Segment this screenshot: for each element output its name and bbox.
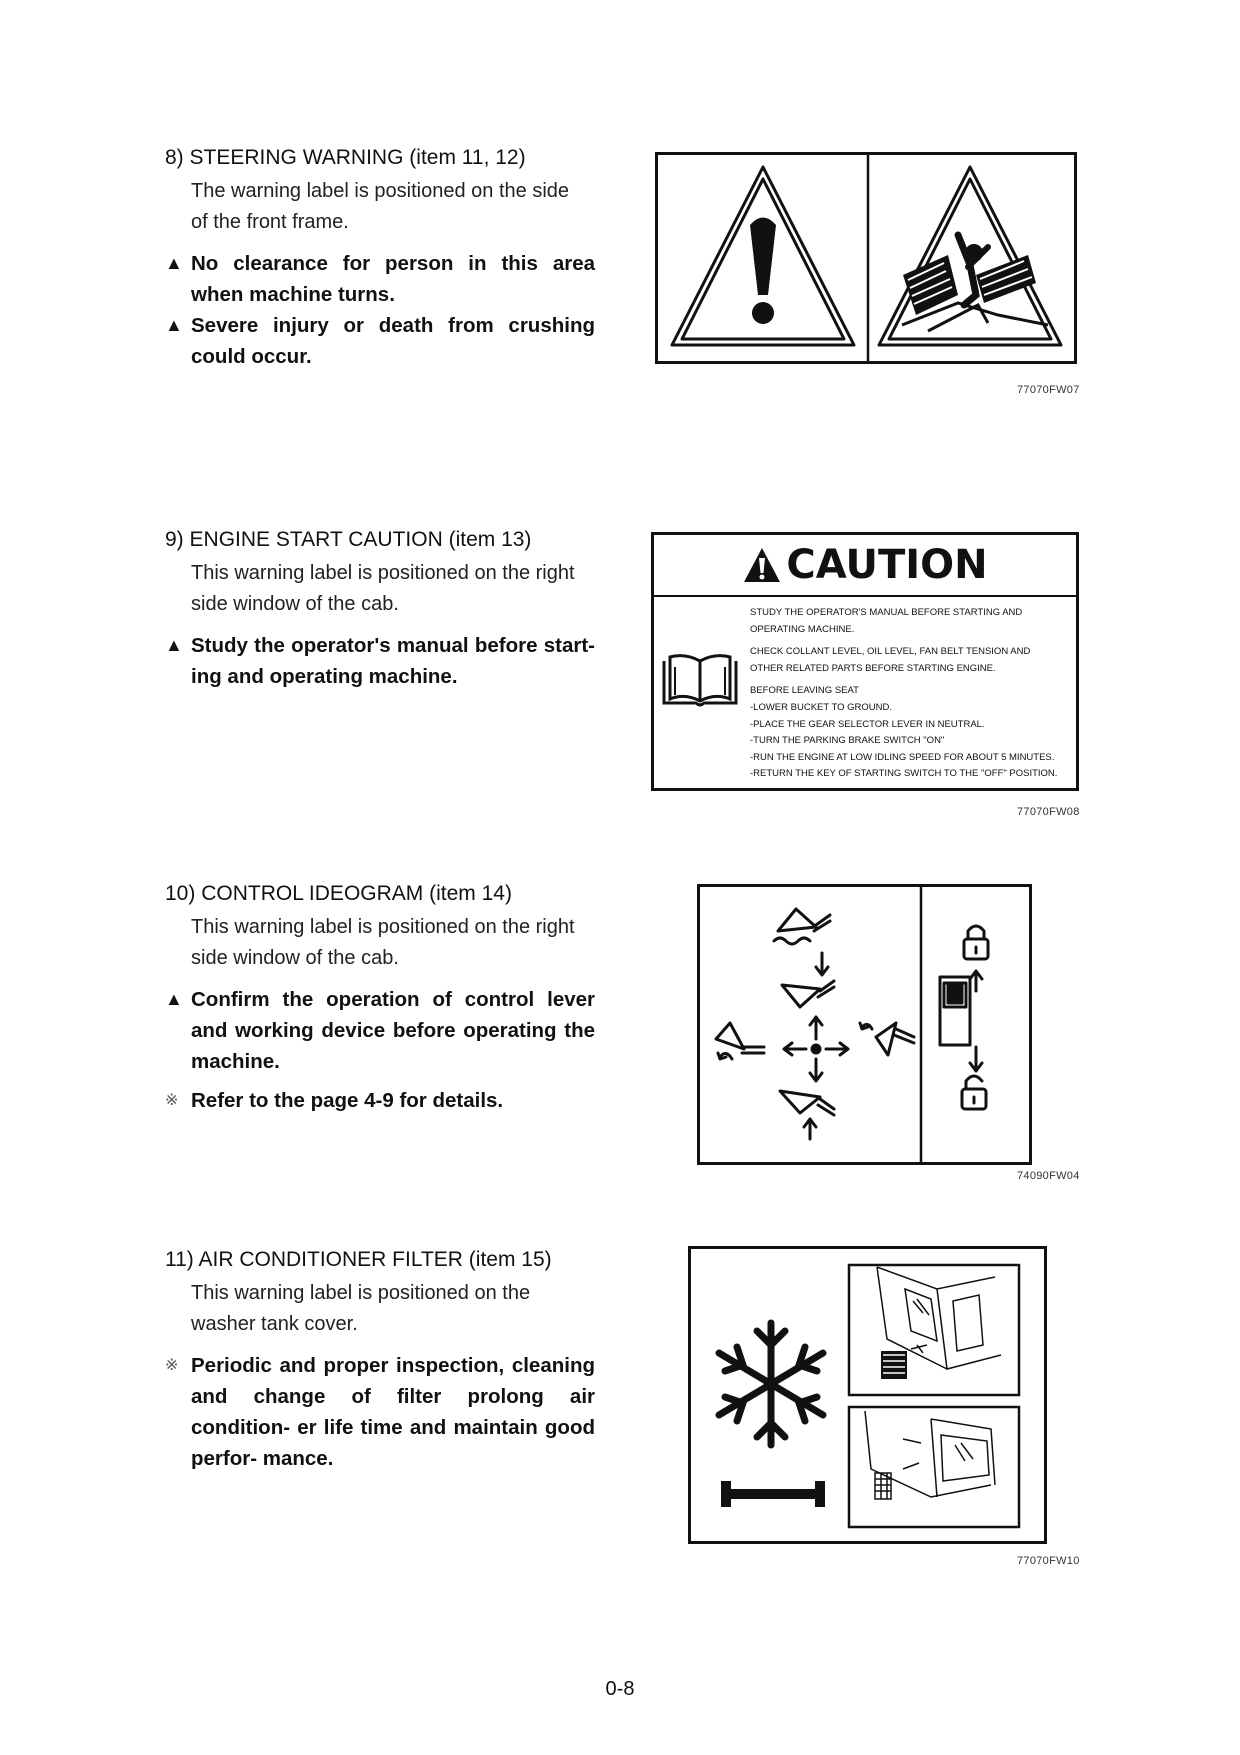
warning-text: Study the operator's manual before start- ing and operating machine. <box>191 634 595 688</box>
steering-warning-label-figure <box>655 152 1077 364</box>
section-number: 9) <box>165 528 184 551</box>
section-steering-warning <box>165 146 595 372</box>
warning-triangle-icon: ▲ <box>165 989 183 1009</box>
warning-triangle-icon: ▲ <box>165 635 183 655</box>
section-description <box>191 558 595 620</box>
warning-item <box>165 984 595 1077</box>
section-title <box>165 528 595 552</box>
manual-book-icon <box>660 653 740 709</box>
description-line: This warning label is positioned on the <box>191 1282 531 1304</box>
figure-code: 77070FW08 <box>1017 806 1080 818</box>
section-item: (item 14) <box>429 882 512 905</box>
reference-mark-icon: ※ <box>165 1357 179 1374</box>
section-name: CONTROL IDEOGRAM <box>201 882 424 905</box>
section-item: (item 15) <box>468 1248 552 1271</box>
caution-triangle-icon <box>742 546 782 584</box>
air-conditioner-filter-pictograms <box>691 1249 1044 1541</box>
section-title <box>165 146 595 170</box>
description-line: This warning label is positioned on the right <box>191 562 575 584</box>
page-number: 0-8 <box>605 1678 635 1700</box>
note-text: Refer to the page 4-9 for details. <box>191 1089 504 1112</box>
figure-code: 77070FW07 <box>1017 384 1080 396</box>
caution-line: -LOWER BUCKET TO GROUND. <box>750 701 892 713</box>
note-item <box>165 1085 595 1116</box>
warning-text: No clearance for person in this area when machine turns. <box>191 252 595 306</box>
section-control-ideogram <box>165 882 595 1116</box>
caution-text-lines <box>750 605 1057 783</box>
description-line: side window of the cab. <box>191 593 399 615</box>
section-name: AIR CONDITIONER FILTER <box>198 1248 463 1271</box>
warning-item <box>165 630 595 692</box>
section-number: 10) <box>165 882 196 905</box>
section-engine-start-caution <box>165 528 595 692</box>
warning-text: Confirm the operation of control lever and working device before operating the machine. <box>191 988 595 1073</box>
caution-line: -TURN THE PARKING BRAKE SWITCH "ON" <box>750 735 945 747</box>
section-item: (item 11, 12) <box>409 146 526 169</box>
description-line: side window of the cab. <box>191 947 399 969</box>
crushing-hazard-triangle-icon <box>879 167 1061 345</box>
figure-code: 74090FW04 <box>1017 1170 1080 1182</box>
section-title <box>165 1248 595 1272</box>
section-description <box>191 176 595 238</box>
caution-line: OPERATING MACHINE. <box>750 623 855 635</box>
description-line: The warning label is positioned on the side <box>191 180 570 202</box>
air-conditioner-filter-label-figure <box>688 1246 1047 1544</box>
caution-line: OTHER RELATED PARTS BEFORE STARTING ENGINE. <box>750 662 996 674</box>
exclamation-triangle-icon <box>672 167 854 345</box>
engine-start-caution-label-figure <box>651 532 1079 791</box>
caution-line: -PLACE THE GEAR SELECTOR LEVER IN NEUTRAL. <box>750 718 985 730</box>
description-line: washer tank cover. <box>191 1313 358 1335</box>
warning-item <box>165 310 595 372</box>
section-number: 11) <box>165 1248 194 1271</box>
section-number: 8) <box>165 146 184 169</box>
caution-line: CHECK COLLANT LEVEL, OIL LEVEL, FAN BELT TENSION AND <box>750 646 1031 658</box>
warning-triangle-icon: ▲ <box>165 253 183 273</box>
reference-mark-icon: ※ <box>165 1092 179 1109</box>
warning-triangle-icon: ▲ <box>165 315 183 335</box>
control-ideogram-label-figure <box>697 884 1032 1165</box>
description-line: of the front frame. <box>191 211 349 233</box>
note-item <box>165 1350 595 1474</box>
description-line: This warning label is positioned on the right <box>191 916 575 938</box>
section-name: STEERING WARNING <box>189 146 404 169</box>
caution-line: -RUN THE ENGINE AT LOW IDLING SPEED FOR ABOUT 5 MINUTES. <box>750 751 1055 763</box>
steering-warning-pictograms <box>658 155 1074 361</box>
figure-code: 77070FW10 <box>1017 1555 1080 1567</box>
control-ideogram-pictograms <box>700 887 1029 1162</box>
section-description <box>191 1278 595 1340</box>
caution-line: STUDY THE OPERATOR'S MANUAL BEFORE STARTING AND <box>750 607 1023 618</box>
section-title <box>165 882 595 906</box>
section-air-conditioner-filter <box>165 1248 595 1474</box>
section-item: (item 13) <box>448 528 532 551</box>
section-description <box>191 912 595 974</box>
warning-item <box>165 248 595 310</box>
caution-header <box>654 535 1076 597</box>
caution-line: -RETURN THE KEY OF STARTING SWITCH TO THE "OFF" POSITION. <box>750 768 1058 780</box>
warning-text: Severe injury or death from crushing could occur. <box>191 314 595 368</box>
note-text: Periodic and proper inspection, cleaning and change of filter prolong air condition- er life time and maintain good perfor- mance. <box>191 1354 595 1470</box>
section-name: ENGINE START CAUTION <box>189 528 443 551</box>
caution-heading: CAUTION <box>786 542 988 588</box>
filter-bar-icon <box>721 1481 825 1507</box>
snowflake-icon <box>719 1323 823 1445</box>
caution-line: BEFORE LEAVING SEAT <box>750 685 859 697</box>
